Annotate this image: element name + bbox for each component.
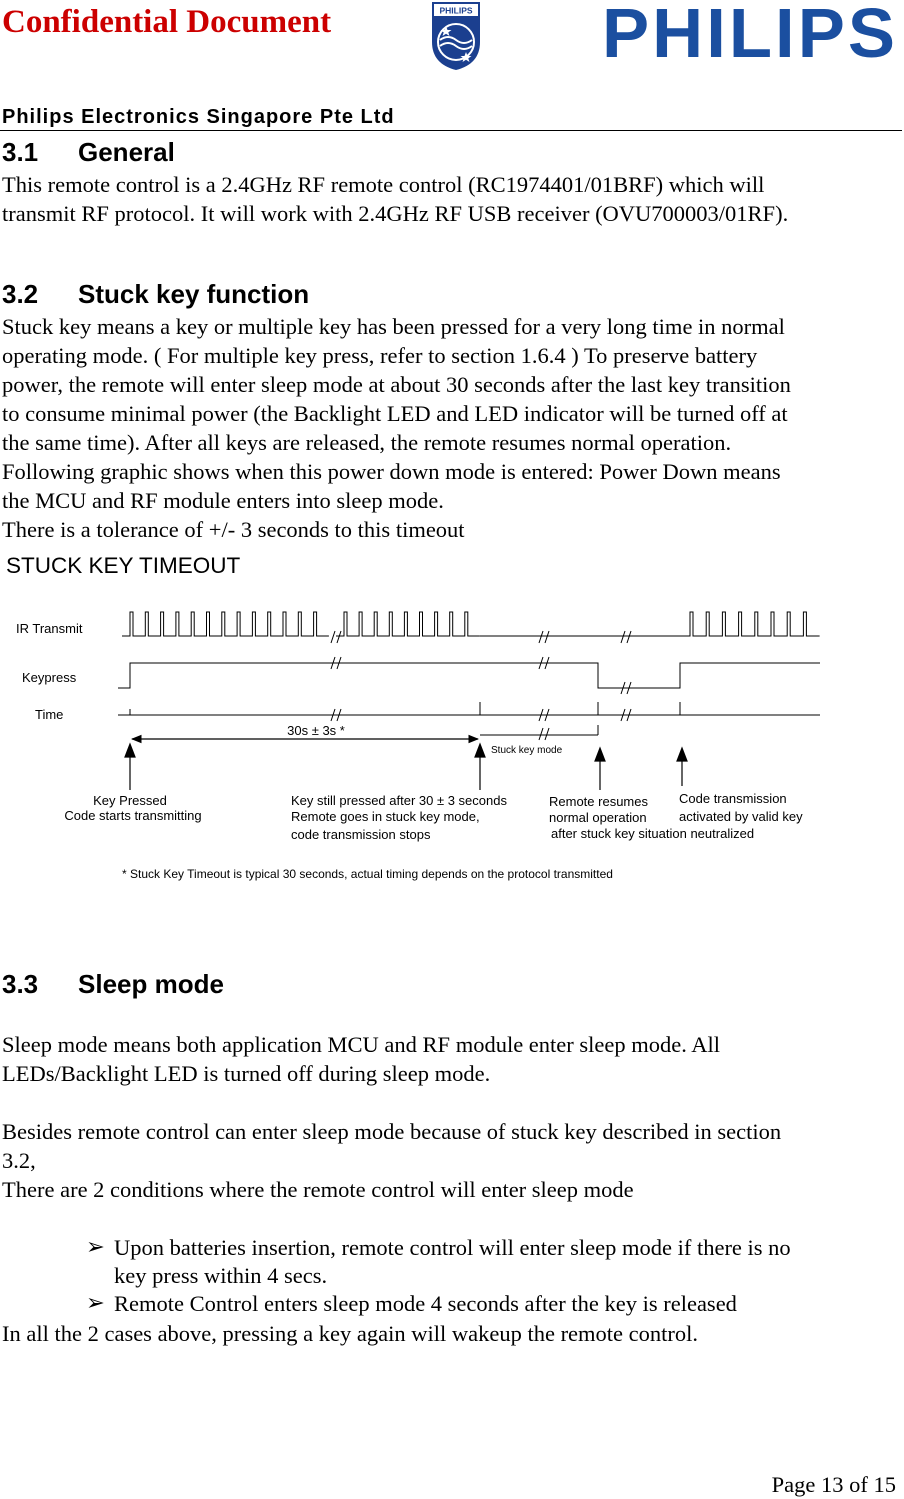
paragraph-line: power, the remote will enter sleep mode at about 30 seconds after the last key transition bbox=[2, 372, 791, 397]
paragraph-line: There are 2 conditions where the remote control will enter sleep mode bbox=[2, 1177, 634, 1202]
paragraph-line: the same time). After all keys are released, the remote resumes normal operation. bbox=[2, 430, 732, 455]
annotation-code-transmission: Code transmission bbox=[679, 791, 787, 806]
paragraph-line: LEDs/Backlight LED is turned off during sleep mode. bbox=[2, 1061, 491, 1086]
section-3-1-heading bbox=[2, 137, 175, 168]
paragraph-line: to consume minimal power (the Backlight LED and LED indicator will be turned off at bbox=[2, 401, 788, 426]
bullet-item bbox=[114, 1290, 737, 1318]
diagram-title: STUCK KEY TIMEOUT bbox=[6, 553, 241, 578]
ir-pulse-train bbox=[682, 612, 820, 636]
company-name: Philips Electronics Singapore Pte Ltd bbox=[2, 106, 395, 128]
annotation-resume: after stuck key situation neutralized bbox=[551, 826, 755, 841]
paragraph-line: Stuck key means a key or multiple key has been pressed for a very long time in normal bbox=[2, 314, 785, 339]
header-rule bbox=[0, 130, 902, 131]
shield-text: PHILIPS bbox=[439, 5, 473, 16]
annotation-resume: normal operation bbox=[549, 810, 647, 825]
section-3-3-para2 bbox=[2, 1117, 781, 1204]
paragraph-line: operating mode. ( For multiple key press, refer to section 1.6.4 ) To preserve battery bbox=[2, 343, 758, 368]
annotation-key-pressed: Key Pressed bbox=[93, 793, 167, 808]
paragraph-line: 3.2, bbox=[2, 1148, 36, 1173]
bullet-item bbox=[114, 1234, 791, 1290]
paragraph-line: transmit RF protocol. It will work with 2.4GHz RF USB receiver (OVU700003/01RF). bbox=[2, 201, 789, 226]
annotation-stuck: Remote goes in stuck key mode, bbox=[291, 809, 480, 824]
closing-paragraph: In all the 2 cases above, pressing a key again will wakeup the remote control. bbox=[2, 1321, 699, 1346]
bullet-line: key press within 4 secs. bbox=[114, 1263, 328, 1288]
paragraph-line: This remote control is a 2.4GHz RF remote control (RC1974401/01BRF) which will bbox=[2, 172, 765, 197]
row-label-keypress: Keypress bbox=[22, 670, 77, 685]
philips-wordmark-logo bbox=[596, 0, 904, 64]
row-label-ir-transmit: IR Transmit bbox=[16, 621, 83, 636]
bullet-arrow-icon: ➢ bbox=[86, 1234, 105, 1259]
paragraph-line: There is a tolerance of +/- 3 seconds to this timeout bbox=[2, 517, 465, 542]
section-3-2-body bbox=[2, 312, 791, 544]
page-number: Page 13 of 15 bbox=[771, 1472, 896, 1497]
section-title: General bbox=[78, 137, 175, 167]
section-title: Sleep mode bbox=[78, 969, 224, 999]
section-3-1-body bbox=[2, 170, 788, 228]
paragraph-line: the MCU and RF module enters into sleep mode. bbox=[2, 488, 444, 513]
philips-shield-logo bbox=[428, 0, 484, 72]
bullet-line: Upon batteries insertion, remote control will enter sleep mode if there is no bbox=[114, 1235, 791, 1260]
annotation-key-pressed: Code starts transmitting bbox=[64, 808, 202, 823]
bullet-arrow-icon: ➢ bbox=[86, 1290, 105, 1315]
diagram-footnote: * Stuck Key Timeout is typical 30 seconds, actual timing depends on the protocol transmitted bbox=[122, 867, 613, 881]
annotation-stuck: Key still pressed after 30 ± 3 seconds bbox=[291, 793, 507, 808]
bullet-line: Remote Control enters sleep mode 4 seconds after the key is released bbox=[114, 1291, 737, 1316]
philips-wordmark: PHILIPS bbox=[602, 0, 898, 64]
section-number: 3.1 bbox=[2, 137, 39, 167]
confidential-label: Confidential Document bbox=[2, 4, 332, 40]
paragraph-line: Sleep mode means both application MCU and RF module enter sleep mode. All bbox=[2, 1032, 721, 1057]
paragraph-line: Besides remote control can enter sleep mode because of stuck key described in section bbox=[2, 1119, 782, 1144]
ir-pulse-train bbox=[122, 612, 329, 636]
annotation-code-transmission: activated by valid key bbox=[679, 809, 803, 824]
section-3-2-heading bbox=[2, 279, 309, 310]
duration-label: 30s ± 3s * bbox=[287, 723, 345, 738]
stuck-key-timing-diagram bbox=[0, 595, 904, 895]
annotation-stuck: code transmission stops bbox=[291, 827, 431, 842]
ir-transmit-signal bbox=[122, 612, 820, 636]
section-title: Stuck key function bbox=[78, 279, 310, 309]
annotation-resume: Remote resumes bbox=[549, 794, 648, 809]
stuck-key-mode-label: Stuck key mode bbox=[491, 745, 563, 756]
break-marks bbox=[331, 631, 631, 740]
keypress-signal bbox=[118, 663, 820, 688]
section-number: 3.3 bbox=[2, 969, 39, 999]
section-number: 3.2 bbox=[2, 279, 39, 309]
ir-pulse-train bbox=[336, 612, 480, 636]
section-3-3-heading bbox=[2, 969, 224, 1000]
section-3-3-para1 bbox=[2, 1030, 720, 1088]
row-label-time: Time bbox=[35, 707, 64, 722]
paragraph-line: Following graphic shows when this power down mode is entered: Power Down means bbox=[2, 459, 781, 484]
